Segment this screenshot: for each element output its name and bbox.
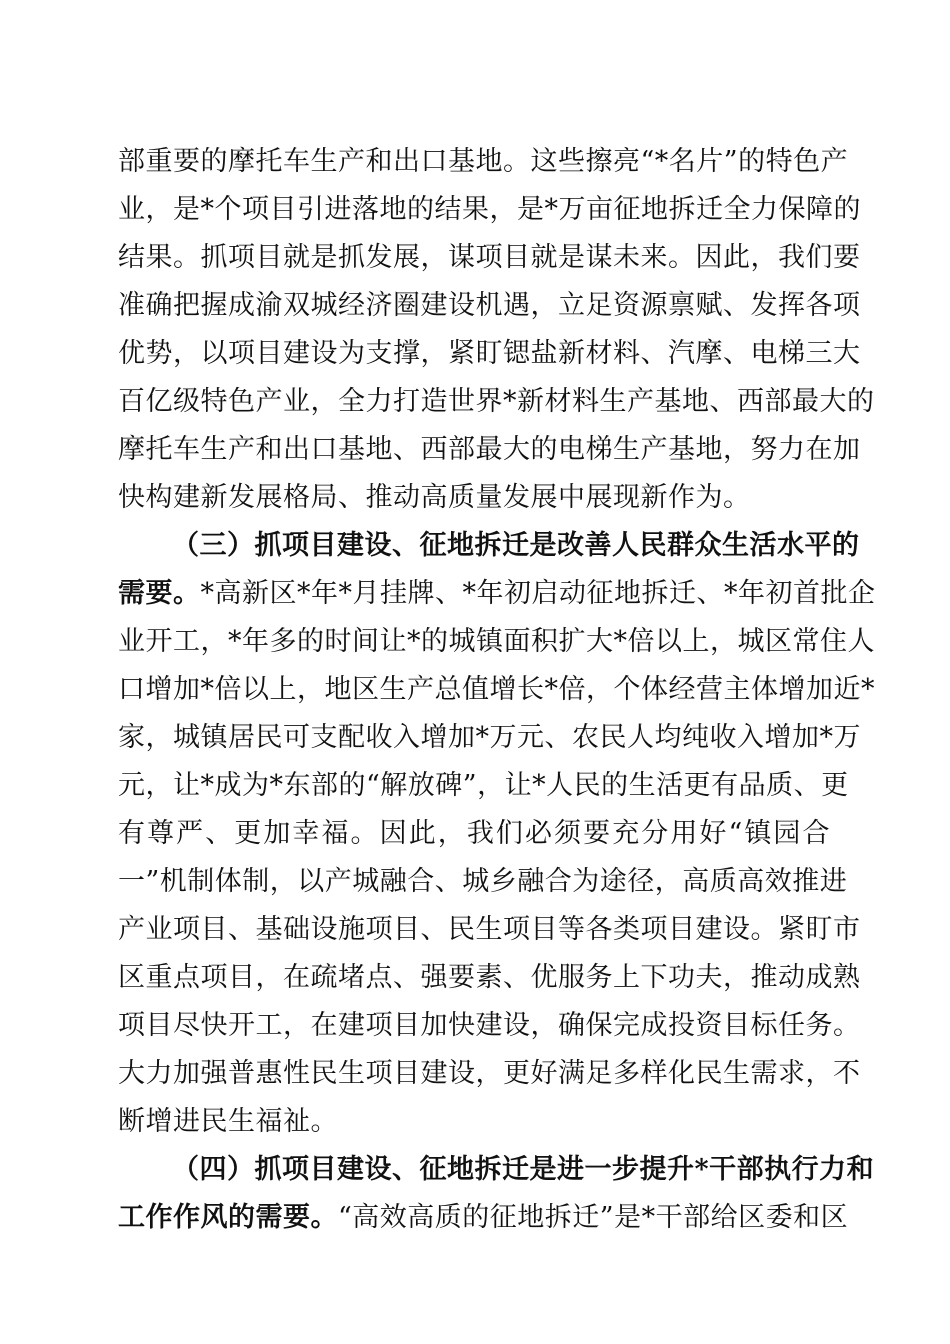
paragraph-2-line-9: 产业项目、基础设施项目、民生项目等各类项目建设。紧盯市 — [118, 914, 861, 945]
paragraph-2-heading-end: 需要。 — [118, 578, 201, 609]
paragraph-2-line-10: 区重点项目，在疏堵点、强要素、优服务上下功夫，推动成熟 — [118, 962, 861, 993]
paragraph-1-line-3: 结果。抓项目就是抓发展，谋项目就是谋未来。因此，我们要 — [118, 242, 861, 273]
paragraph-1-line-8: 快构建新发展格局、推动高质量发展中展现新作为。 — [118, 482, 751, 513]
paragraph-1-line-6: 百亿级特色产业，全力打造世界*新材料生产基地、西部最大的 — [118, 386, 875, 417]
paragraph-1-line-1: 部重要的摩托车生产和出口基地。这些擦亮“*名片”的特色产 — [118, 146, 849, 177]
paragraph-3-line-2 — [118, 1196, 849, 1240]
paragraph-2-line-2-text: *高新区*年*月挂牌、*年初启动征地拆迁、*年初首批企 — [200, 578, 876, 609]
paragraph-2-line-13: 断增进民生福祉。 — [118, 1106, 338, 1137]
paragraph-2-line-12: 大力加强普惠性民生项目建设，更好满足多样化民生需求，不 — [118, 1058, 861, 1089]
paragraph-2-line-2 — [118, 572, 876, 616]
paragraph-3-line-2-text: “高效高质的征地拆迁”是*干部给区委和区 — [338, 1202, 849, 1233]
paragraph-2-line-4: 口增加*倍以上，地区生产总值增长*倍，个体经营主体增加近* — [118, 674, 875, 705]
paragraph-3-heading-line-1: （四）抓项目建设、征地拆迁是进一步提升*干部执行力和 — [172, 1154, 875, 1185]
paragraph-1-line-4: 准确把握成渝双城经济圈建设机遇，立足资源禀赋、发挥各项 — [118, 290, 861, 321]
paragraph-1-line-7: 摩托车生产和出口基地、西部最大的电梯生产基地，努力在加 — [118, 434, 861, 465]
paragraph-2-line-11: 项目尽快开工，在建项目加快建设，确保完成投资目标任务。 — [118, 1010, 861, 1041]
paragraph-2-line-8: 一”机制体制，以产城融合、城乡融合为途径，高质高效推进 — [118, 866, 848, 897]
paragraph-2-line-6: 元，让*成为*东部的“解放碑”，让*人民的生活更有品质、更 — [118, 770, 849, 801]
paragraph-2-line-5: 家，城镇居民可支配收入增加*万元、农民人均纯收入增加*万 — [118, 722, 861, 753]
paragraph-1-line-2: 业，是*个项目引进落地的结果，是*万亩征地拆迁全力保障的 — [118, 194, 861, 225]
paragraph-2-line-7: 有尊严、更加幸福。因此，我们必须要充分用好“镇园合 — [118, 818, 830, 849]
paragraph-2-line-3: 业开工，*年多的时间让*的城镇面积扩大*倍以上，城区常住人 — [118, 626, 875, 657]
paragraph-2-heading-line-1: （三）抓项目建设、征地拆迁是改善人民群众生活水平的 — [172, 530, 860, 561]
paragraph-3-heading-end: 工作作风的需要。 — [118, 1202, 338, 1233]
paragraph-1-line-5: 优势，以项目建设为支撑，紧盯锶盐新材料、汽摩、电梯三大 — [118, 338, 861, 369]
